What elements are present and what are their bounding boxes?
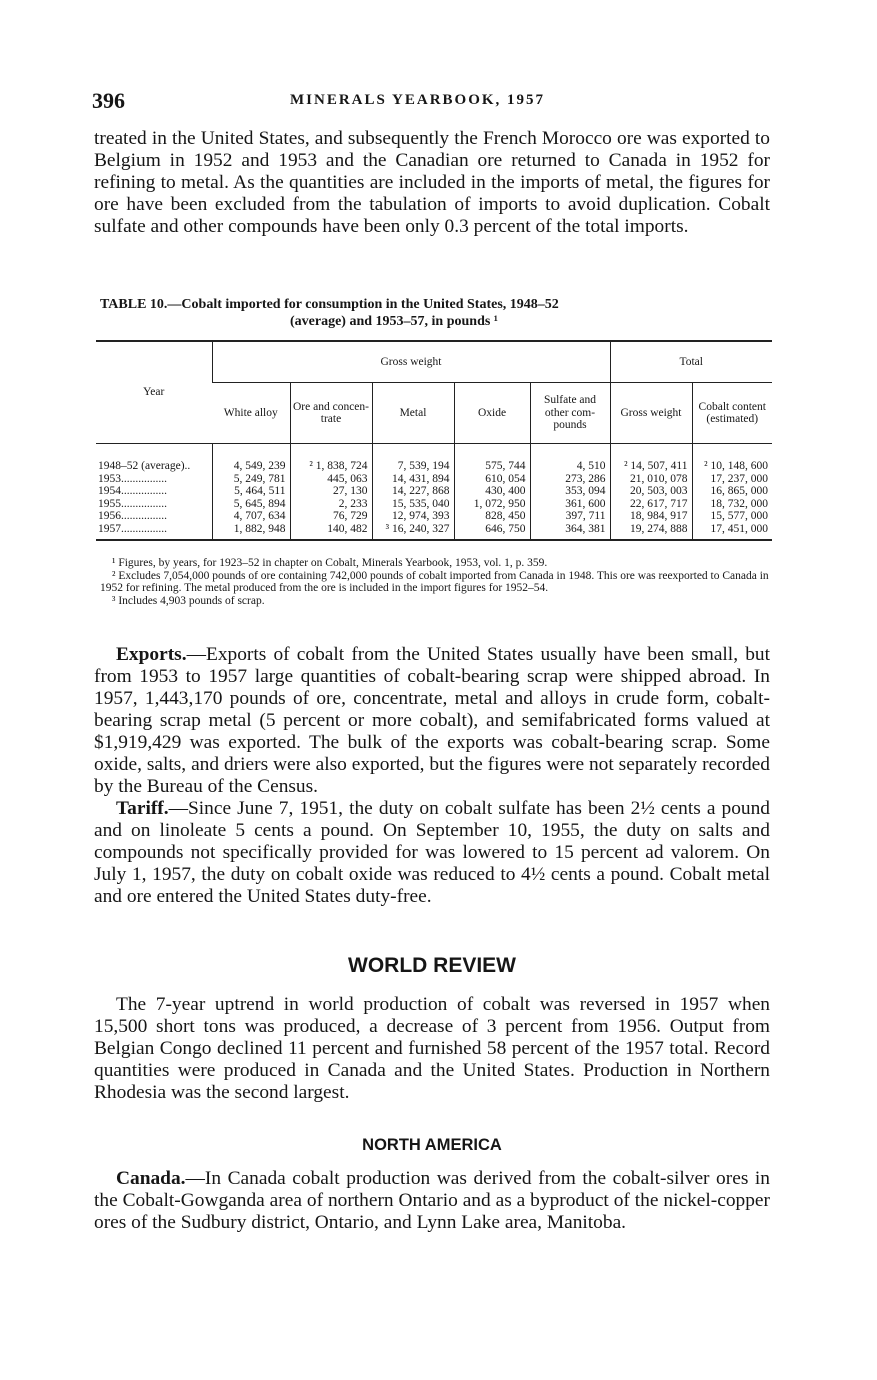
cell-sulfate: 397, 711 [530, 510, 610, 523]
header-ore-concentrate: Ore and concen-trate [290, 383, 372, 444]
cell-ore: 76, 729 [290, 510, 372, 523]
cell-oxide: 610, 054 [454, 473, 530, 486]
cell-white-alloy: 1, 882, 948 [212, 523, 290, 541]
exports-label: Exports. [116, 644, 187, 665]
page-header [92, 88, 782, 118]
running-title: MINERALS YEARBOOK, 1957 [290, 92, 546, 108]
intro-paragraph [94, 128, 770, 238]
world-review-section [94, 994, 770, 1104]
cell-cobalt: 17, 451, 000 [692, 523, 772, 541]
cell-metal: 15, 535, 040 [372, 498, 454, 511]
header-metal: Metal [372, 383, 454, 444]
tariff-text: —Since June 7, 1951, the duty on cobalt sulfate has been 2½ cents a pound and on linoleate 5 cents a pound. On September 10, 1955, the duty on salts and compounds not specifically provided for was lowered to 15 percent ad valorem. On July 1, 1957, the duty on cobalt oxide was reduced to 4½ cents a pound. Cobalt metal and ore entered the United States duty-free. [94, 798, 770, 907]
cell-gross: 18, 984, 917 [610, 510, 692, 523]
canada-label: Canada. [116, 1168, 186, 1189]
trade-section [94, 644, 770, 908]
cell-white-alloy: 4, 549, 239 [212, 444, 290, 473]
world-review-paragraph: The 7-year uptrend in world production of cobalt was reversed in 1957 when 15,500 short tons was produced, a decrease of 3 percent from 1956. Output from Belgian Congo declined 11 percent and furnished 58 percent of the 1957 total. Record quantities were produced in Canada and the United States. Production in Northern Rhodesia was the second largest. [94, 994, 770, 1103]
cell-cobalt: 15, 577, 000 [692, 510, 772, 523]
table-row [96, 485, 772, 498]
cell-year: 1948–52 (average).. [98, 460, 191, 472]
footnote-2: ² Excludes 7,054,000 pounds of ore containing 742,000 pounds of cobalt imported from Canada in 1948. This ore was reexported to Canada in 1952 for refining. The metal produced from the ore is included in the import figures for 1952–54. [100, 569, 769, 594]
cell-sulfate: 273, 286 [530, 473, 610, 486]
cell-year: 1956................ [98, 510, 167, 522]
table-footnotes [100, 557, 776, 607]
table-caption-line1: TABLE 10.—Cobalt imported for consumption in the United States, 1948–52 [100, 297, 559, 312]
cell-sulfate: 4, 510 [530, 444, 610, 473]
table-row [96, 523, 772, 541]
header-gross: Gross weight [610, 383, 692, 444]
cell-ore: 140, 482 [290, 523, 372, 541]
cell-ore: 27, 130 [290, 485, 372, 498]
table-row [96, 498, 772, 511]
canada-paragraph [94, 1168, 770, 1234]
cell-gross: 22, 617, 717 [610, 498, 692, 511]
north-america-heading: NORTH AMERICA [362, 1136, 502, 1154]
cell-gross: 20, 503, 003 [610, 485, 692, 498]
header-gross-weight: Gross weight [212, 341, 610, 383]
cell-ore: ² 1, 838, 724 [290, 444, 372, 473]
north-america-section [94, 1168, 770, 1234]
cobalt-imports-table [96, 340, 772, 541]
cell-gross: 21, 010, 078 [610, 473, 692, 486]
cell-oxide: 575, 744 [454, 444, 530, 473]
cell-white-alloy: 5, 464, 511 [212, 485, 290, 498]
cell-oxide: 828, 450 [454, 510, 530, 523]
world-review-heading: WORLD REVIEW [348, 954, 516, 977]
cell-gross: 19, 274, 888 [610, 523, 692, 541]
header-sulfate: Sulfate and other com-pounds [530, 383, 610, 444]
cell-year: 1957................ [98, 522, 167, 535]
table-row [96, 473, 772, 486]
exports-text: —Exports of cobalt from the United States usually have been small, but from 1953 to 1957 large quantities of cobalt-bearing scrap were shipped abroad. In 1957, 1,443,170 pounds of ore, concentrate, metal and alloys in crude form, cobalt-bearing scrap metal (5 percent or more cobalt), and semifabricated forms valued at $1,919,429 was exported. The bulk of the exports was cobalt-bearing scrap. Some oxide, salts, and driers were also exported, but the figures were not separately recorded by the Bureau of the Census. [94, 644, 770, 797]
cell-year: 1955................ [98, 497, 167, 510]
cell-cobalt: ² 10, 148, 600 [692, 444, 772, 473]
header-oxide: Oxide [454, 383, 530, 444]
cell-metal: 14, 431, 894 [372, 473, 454, 486]
cell-metal: 12, 974, 393 [372, 510, 454, 523]
cell-cobalt: 18, 732, 000 [692, 498, 772, 511]
table-row [96, 444, 772, 473]
page-number: 396 [92, 88, 125, 113]
cell-metal: ³ 16, 240, 327 [372, 523, 454, 541]
cell-oxide: 646, 750 [454, 523, 530, 541]
cell-ore: 445, 063 [290, 473, 372, 486]
cell-gross: ² 14, 507, 411 [610, 444, 692, 473]
header-total: Total [610, 341, 772, 383]
header-white-alloy: White alloy [212, 383, 290, 444]
cell-sulfate: 353, 094 [530, 485, 610, 498]
cell-cobalt: 17, 237, 000 [692, 473, 772, 486]
table-row [96, 510, 772, 523]
cell-metal: 14, 227, 868 [372, 485, 454, 498]
tariff-paragraph [94, 798, 770, 908]
cell-sulfate: 361, 600 [530, 498, 610, 511]
header-year: Year [96, 341, 212, 444]
cell-white-alloy: 4, 707, 634 [212, 510, 290, 523]
cell-white-alloy: 5, 645, 894 [212, 498, 290, 511]
cell-year: 1953................ [98, 472, 167, 485]
cell-metal: 7, 539, 194 [372, 444, 454, 473]
cell-oxide: 430, 400 [454, 485, 530, 498]
footnote-3: ³ Includes 4,903 pounds of scrap. [112, 594, 265, 607]
cell-white-alloy: 5, 249, 781 [212, 473, 290, 486]
intro-text: treated in the United States, and subsequently the French Morocco ore was exported to Belgium in 1952 and 1953 and the Canadian ore returned to Canada in 1952 for refining to metal. As the quantities are included in the imports of metal, the figures for ore have been excluded from the tabulation of imports to avoid duplication. Cobalt sulfate and other compounds have been only 0.3 percent of the total imports. [94, 128, 770, 237]
cell-oxide: 1, 072, 950 [454, 498, 530, 511]
tariff-label: Tariff. [116, 798, 169, 819]
cell-ore: 2, 233 [290, 498, 372, 511]
cell-cobalt: 16, 865, 000 [692, 485, 772, 498]
header-cobalt-content: Cobalt content (estimated) [692, 383, 772, 444]
cell-year: 1954................ [98, 485, 167, 497]
exports-paragraph [94, 644, 770, 798]
table-caption-line2: (average) and 1953–57, in pounds ¹ [290, 314, 499, 329]
table-caption [100, 296, 770, 330]
footnote-1: ¹ Figures, by years, for 1923–52 in chapter on Cobalt, Minerals Yearbook, 1953, vol. 1, p. 359. [112, 557, 548, 569]
cell-sulfate: 364, 381 [530, 523, 610, 541]
canada-text: —In Canada cobalt production was derived from the cobalt-silver ores in the Cobalt-Gowganda area of northern Ontario and as a byproduct of the nickel-copper ores of the Sudbury district, Ontario, and Lynn Lake area, Manitoba. [94, 1168, 770, 1233]
